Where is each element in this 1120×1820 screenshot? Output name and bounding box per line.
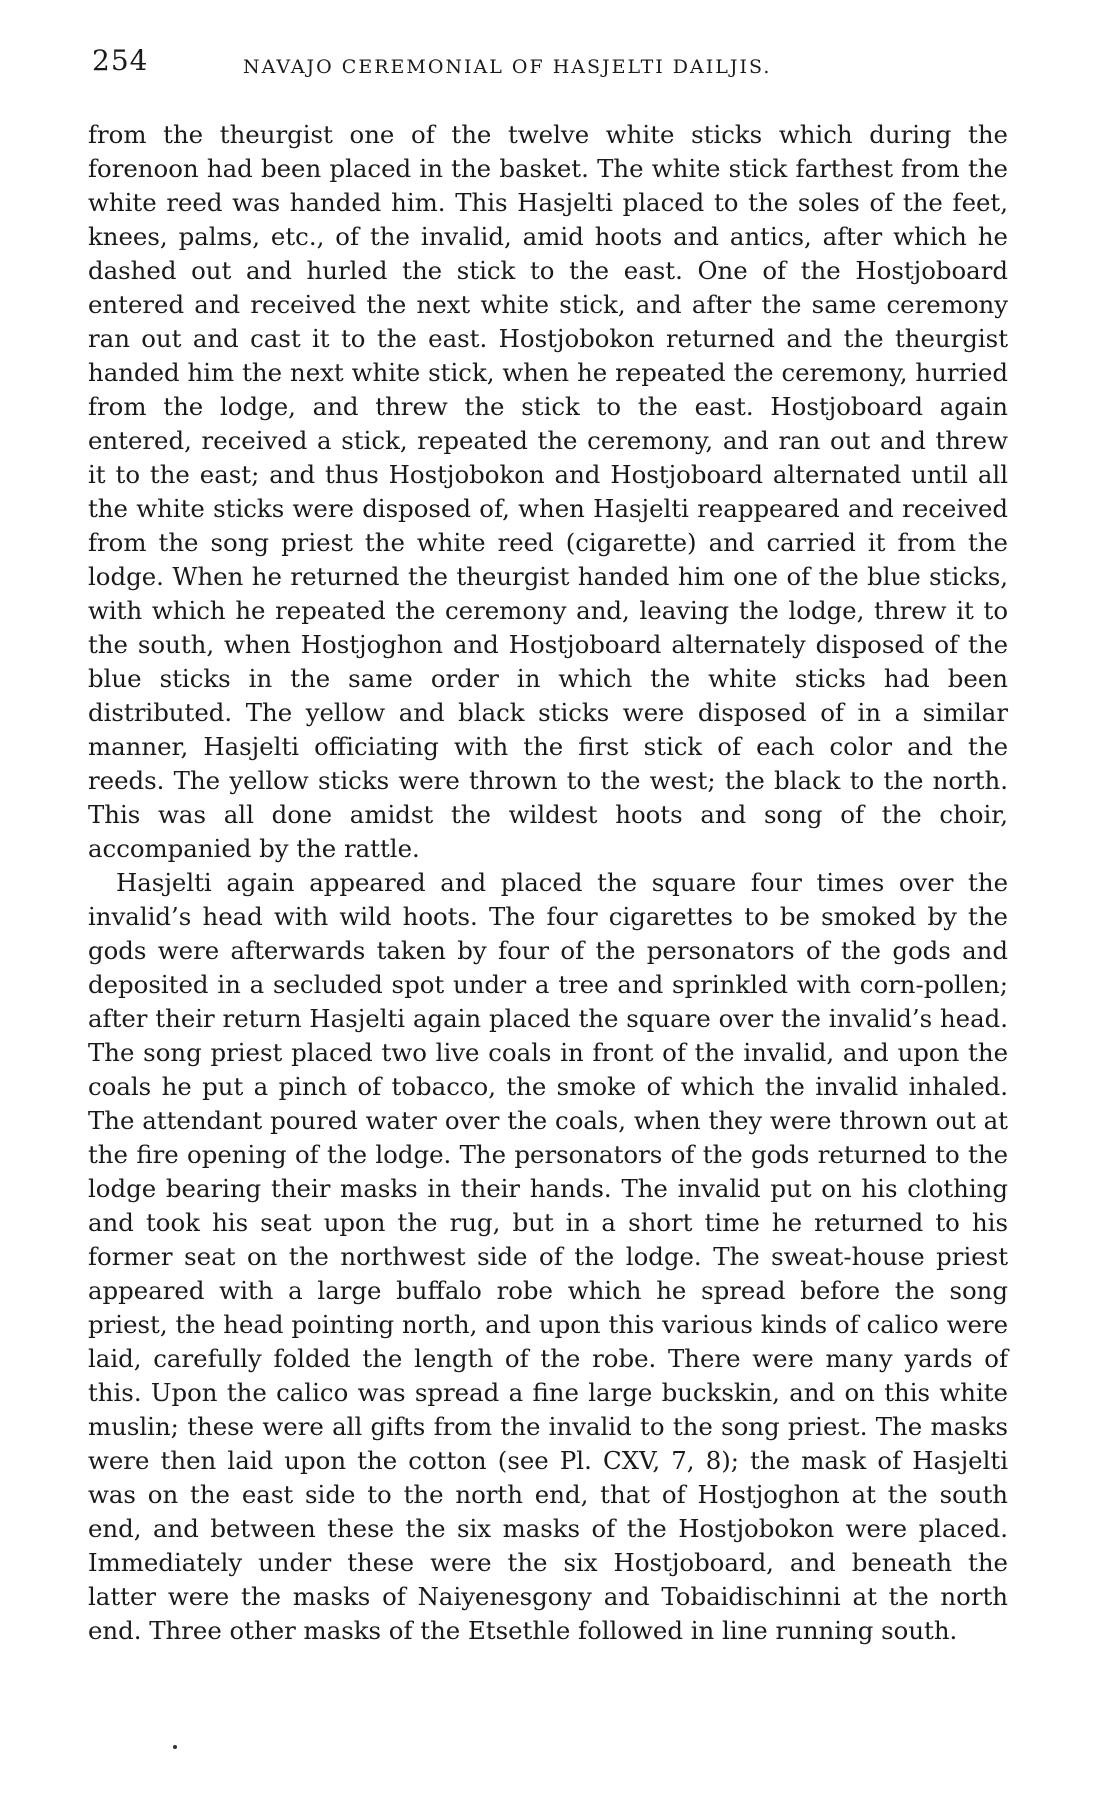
- book-page: [88, 44, 1008, 1648]
- page-number: 254: [92, 44, 149, 77]
- paragraph: Hasjelti again appeared and placed the square four times over the invalid’s head with wild hoots. The four cigarettes to be smoked by the gods were afterwards taken by four of the personators of the gods and deposited in a secluded spot under a tree and sprinkled with corn-pollen; after their return Hasjelti again placed the square over the invalid’s head. The song priest placed two live coals in front of the invalid, and upon the coals he put a pinch of tobacco, the smoke of which the invalid inhaled. The attendant poured water over the coals, when they were thrown out at the fire opening of the lodge. The personators of the gods returned to the lodge bearing their masks in their hands. The invalid put on his clothing and took his seat upon the rug, but in a short time he returned to his former seat on the northwest side of the lodge. The sweat-house priest appeared with a large buffalo robe which he spread before the song priest, the head pointing north, and upon this various kinds of calico were laid, carefully folded the length of the robe. There were many yards of this. Upon the calico was spread a fine large buckskin, and on this white muslin; these were all gifts from the invalid to the song priest. The masks were then laid upon the cotton (see Pl. CXV, 7, 8); the mask of Hasjelti was on the east side to the north end, that of Hostjoghon at the south end, and between these the six masks of the Hostjobokon were placed. Immediately under these were the six Hostjoboard, and beneath the latter were the masks of Naiyenesgony and Tobaidischinni at the north end. Three other masks of the Etsethle followed in line running south.: [88, 868, 1008, 1645]
- running-head: [88, 44, 1008, 92]
- paragraph: from the theurgist one of the twelve white sticks which during the forenoon had been placed in the basket. The white stick farthest from the white reed was handed him. This Hasjelti placed to the soles of the feet, knees, palms, etc., of the invalid, amid hoots and antics, after which he dashed out and hurled the stick to the east. One of the Hostjoboard entered and received the next white stick, and after the same ceremony ran out and cast it to the east. Hostjobokon returned and the theurgist handed him the next white stick, when he repeated the ceremony, hurried from the lodge, and threw the stick to the east. Hostjoboard again entered, received a stick, repeated the ceremony, and ran out and threw it to the east; and thus Hostjobokon and Hostjoboard alternated until all the white sticks were disposed of, when Hasjelti reappeared and received from the song priest the white reed (cigarette) and carried it from the lodge. When he returned the theurgist handed him one of the blue sticks, with which he repeated the ceremony and, leaving the lodge, threw it to the south, when Hostjoghon and Hostjoboard alternately disposed of the blue sticks in the same order in which the white sticks had been distributed. The yellow and black sticks were disposed of in a similar manner, Hasjelti officiating with the first stick of each color and the reeds. The yellow sticks were thrown to the west; the black to the north. This was all done amidst the wildest hoots and song of the choir, accompanied by the rattle.: [88, 120, 1008, 863]
- print-speck: [173, 1745, 177, 1749]
- running-title: NAVAJO CEREMONIAL OF HASJELTI DAILJIS.: [243, 56, 772, 78]
- body-text: [88, 118, 1008, 1648]
